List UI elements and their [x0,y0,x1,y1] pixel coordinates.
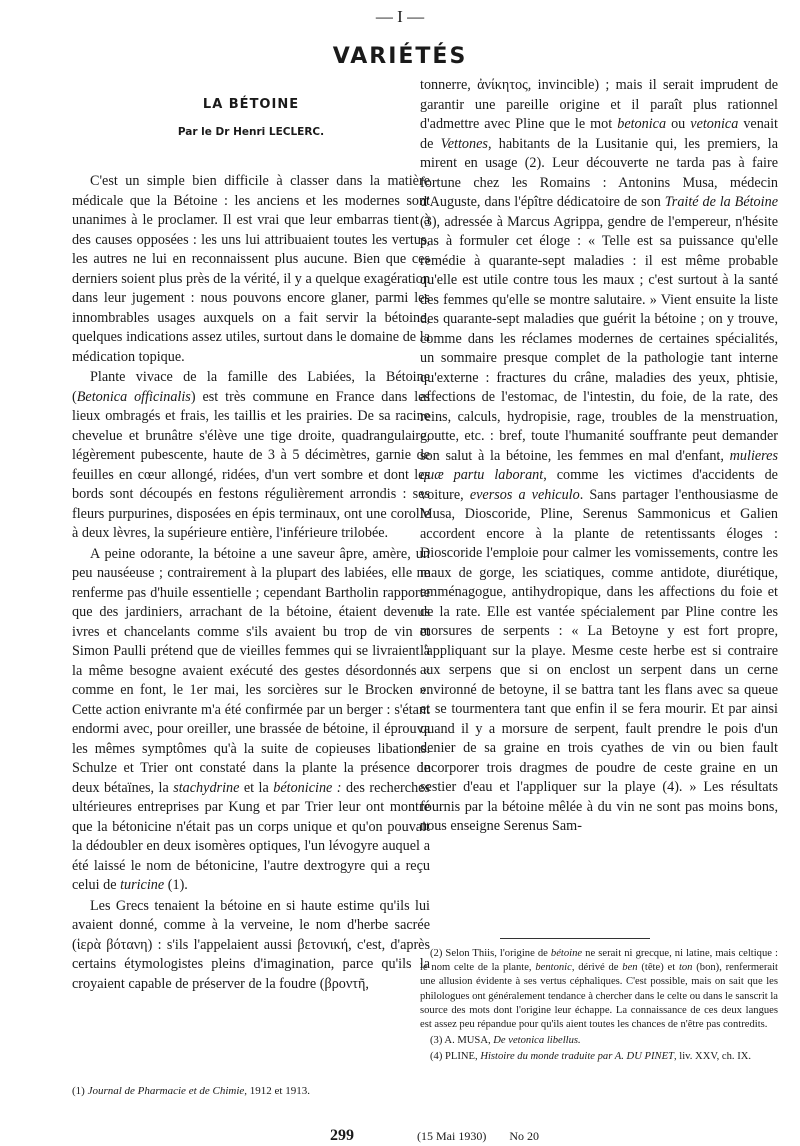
paragraph: Plante vivace de la famille des Labiées, la Bétoine (Betonica officinalis) est très commune en France dans les lieux ombragés et frais, les taillis et les prairies. De sa racine chevelue et brunâtre s'élève une tige droite, quadrangulaire, légèrement pubescente, haute de 3 à 5 décimètres, garnie de feuilles en cœur allongé, ridées, d'un vert sombre et dont les bords sont découpés en festons régulièrement arrondis : ses fleurs purpurines, disposées en épis terminaux, ont une corolle à deux lèvres, la supérieure entière, l'inférieure trilobée. [72,369,430,541]
footnote-4: (4) PLINE, Histoire du monde traduite par A. DU PINET, liv. XXV, ch. IX. [430,1051,752,1063]
footnote-divider [500,938,650,939]
issue-date: (15 Mai 1930) [417,1129,487,1143]
footnote-3: (3) A. MUSA, De vetonica libellus. [430,1035,581,1047]
article-title: LA BÉTOINE [202,97,300,112]
left-column [72,76,430,995]
issue-number: No 20 [509,1129,539,1143]
paragraph: tonnerre, ἀνίκητος, invincible) ; mais il serait imprudent de garantir une pareille origine et il paraît plus rationnel d'admettre avec Pline que le mot betonica ou vetonica venait de Vettones, habitants de la Lusitanie qui, les premiers, la mirent en usage (2). Leur découverte ne tarda pas à faire fortune chez les Romains : Antonins Musa, médecin d'Auguste, dans l'épître dédicatoire de son Traité de la Bétoine (3), adressée à Marcus Agrippa, gendre de l'empereur, n'hésite pas à formuler cet éloge : « Telle est sa puissance qu'elle remédie à quarante-sept maladies : il est même probable qu'elle est utile contre tous les maux ; c'est surtout à la santé des femmes qu'elle se montre salutaire. » Vient ensuite la liste des quarante-sept maladies que guérit la bétoine ; on y trouve, comme dans les réclames modernes de certaines spécialités, un sommaire presque complet de la pathologie tant interne qu'externe : fractures du crâne, maladies des yeux, phtisie, affections de l'estomac, de l'intestin, du foie, de la rate, des reins, calculs, hydropisie, rage, troubles de la menstruation, goutte, etc. : bref, toute l'humanité souffrante peut demander son salut à la bétoine, les femmes en mal d'enfant, mulieres quæ partu laborant, comme les victimes d'accidents de voiture, eversos a vehiculo. Sans partager l'enthousiasme de Musa, Dioscoride, Pline, Serenus Sammonicus et Galien accordent encore à la plante de retentissants éloges : Dioscoride l'emploie pour calmer les vomissements, contre les maux de gorge, les sciatiques, comme antidote, diurétique, emménagogue, antihydropique, dans les affections du foie et de la rate. Elle est vantée spécialement par Pline contre les morsures de serpents : « La Betoyne y est fort propre, l'appliquant sur la playe. Mesme ceste herbe est si contraire aux serpens que si on enclost un serpent dans un cerne environné de betoyne, il se battra tant les flans avec sa queue et se tourmentera tant que enfin il se fera mourir. Et par ainsi quand il y a morsure de serpent, fault prendre le pois d'un denier de sa graine en trois cyathes de vin ou bien fault incorporer trois dragmes de poudre de ceste graine en un sestier d'eau et l'appliquer sur la playe (4). » Les résultats fournis par la bétoine mêlée à du vin ne sont pas moins bons, nous enseigne Serenus Sam- [420,77,779,834]
paragraph: C'est un simple bien difficile à classer dans la matière médicale que la Bétoine : les anciens et les modernes sont unanimes à le proclamer. Il est vrai que leur embarras tient à des causes opposées : les uns lui attribuaient toutes les vertus, les autres ne lui en reconnaissent plus aucune. Bien que ces derniers soient plus près de la vérité, il y a quelque exagération dans leur jugement : nous pouvons encore glaner, parmi les innombrables usages auxquels on a fait servir la bétoine, quelques indications assez utiles, surtout dans le domaine de la médication topique. [72,173,430,365]
page-number: 299 [330,1127,354,1144]
footnote-1: (1) Journal de Pharmacie et de Chimie, 1912 et 1913. [72,1085,310,1097]
page-footer [330,1127,750,1146]
article-byline: Par le Dr Henri LECLERC. [177,125,325,138]
section-title: VARIÉTÉS [332,44,468,69]
running-page-number: — I — [375,7,425,26]
paragraph: Les Grecs tenaient la bétoine en si haute estime qu'ils lui avaient donné, comme à la verveine, le nom d'herbe sacrée (ἱερὰ βότανη) : s'ils l'appelaient aussi βετονική, c'est, d'après certains étymologistes pleins d'imagination, parce qu'ils la croyaient capable de préserver de la foudre (βροντῆ, [72,897,430,992]
footnotes-block [420,938,778,1067]
right-column [420,76,778,838]
footnote-2: (2) Selon Thiis, l'origine de bétoine ne serait ni grecque, ni latine, mais celtique : le nom celte de la plante, bentonic, dérivé de ben (tête) et ton (bon), renfermerait une allusion évidente à ses vertus céphaliques. C'est possible, mais on sait que les philologues ont généralement tendance à chercher dans le celte ou dans le sanscrit la source des mots dont l'origine leur échappe. La connaissance de ces deux langues est assez peu répandue pour qu'ils aient toutes les chances de n'être pas contredits. [420,948,778,1031]
paragraph: A peine odorante, la bétoine a une saveur âpre, amère, un peu nauséeuse ; contrairement à la plupart des labiées, elle ne renferme pas d'huile essentielle ; cependant Bartholin rapporte que des jardiniers, arrachant de la bétoine, étaient devenus ivres et chancelants comme s'ils avaient bu trop de vin et Simon Paulli prétend que de vieilles femmes qui se livraient à la même besogne avaient exécuté des gestes désordonnés « comme en font, le 1er mai, les sorcières sur le Brocken ». Cette action enivrante m'a été confirmée par un berger : s'étant endormi avec, pour oreiller, une brassée de bétoine, il éprouva les mêmes symptômes qu'à la suite de copieuses libations. Schulze et Trier ont constaté dans la plante la présence de deux bétaïnes, la stachydrine et la bétonicine : des recherches ultérieures entreprises par Kung et par Trier leur ont montré que la bétonicine n'était pas un corps unique et qu'on pouvait la dédoubler en deux isomères optiques, l'un lévogyre auquel a été laissé le nom de bétonicine, l'autre dextrogyre qui a reçu celui de turicine (1). [72,545,430,893]
